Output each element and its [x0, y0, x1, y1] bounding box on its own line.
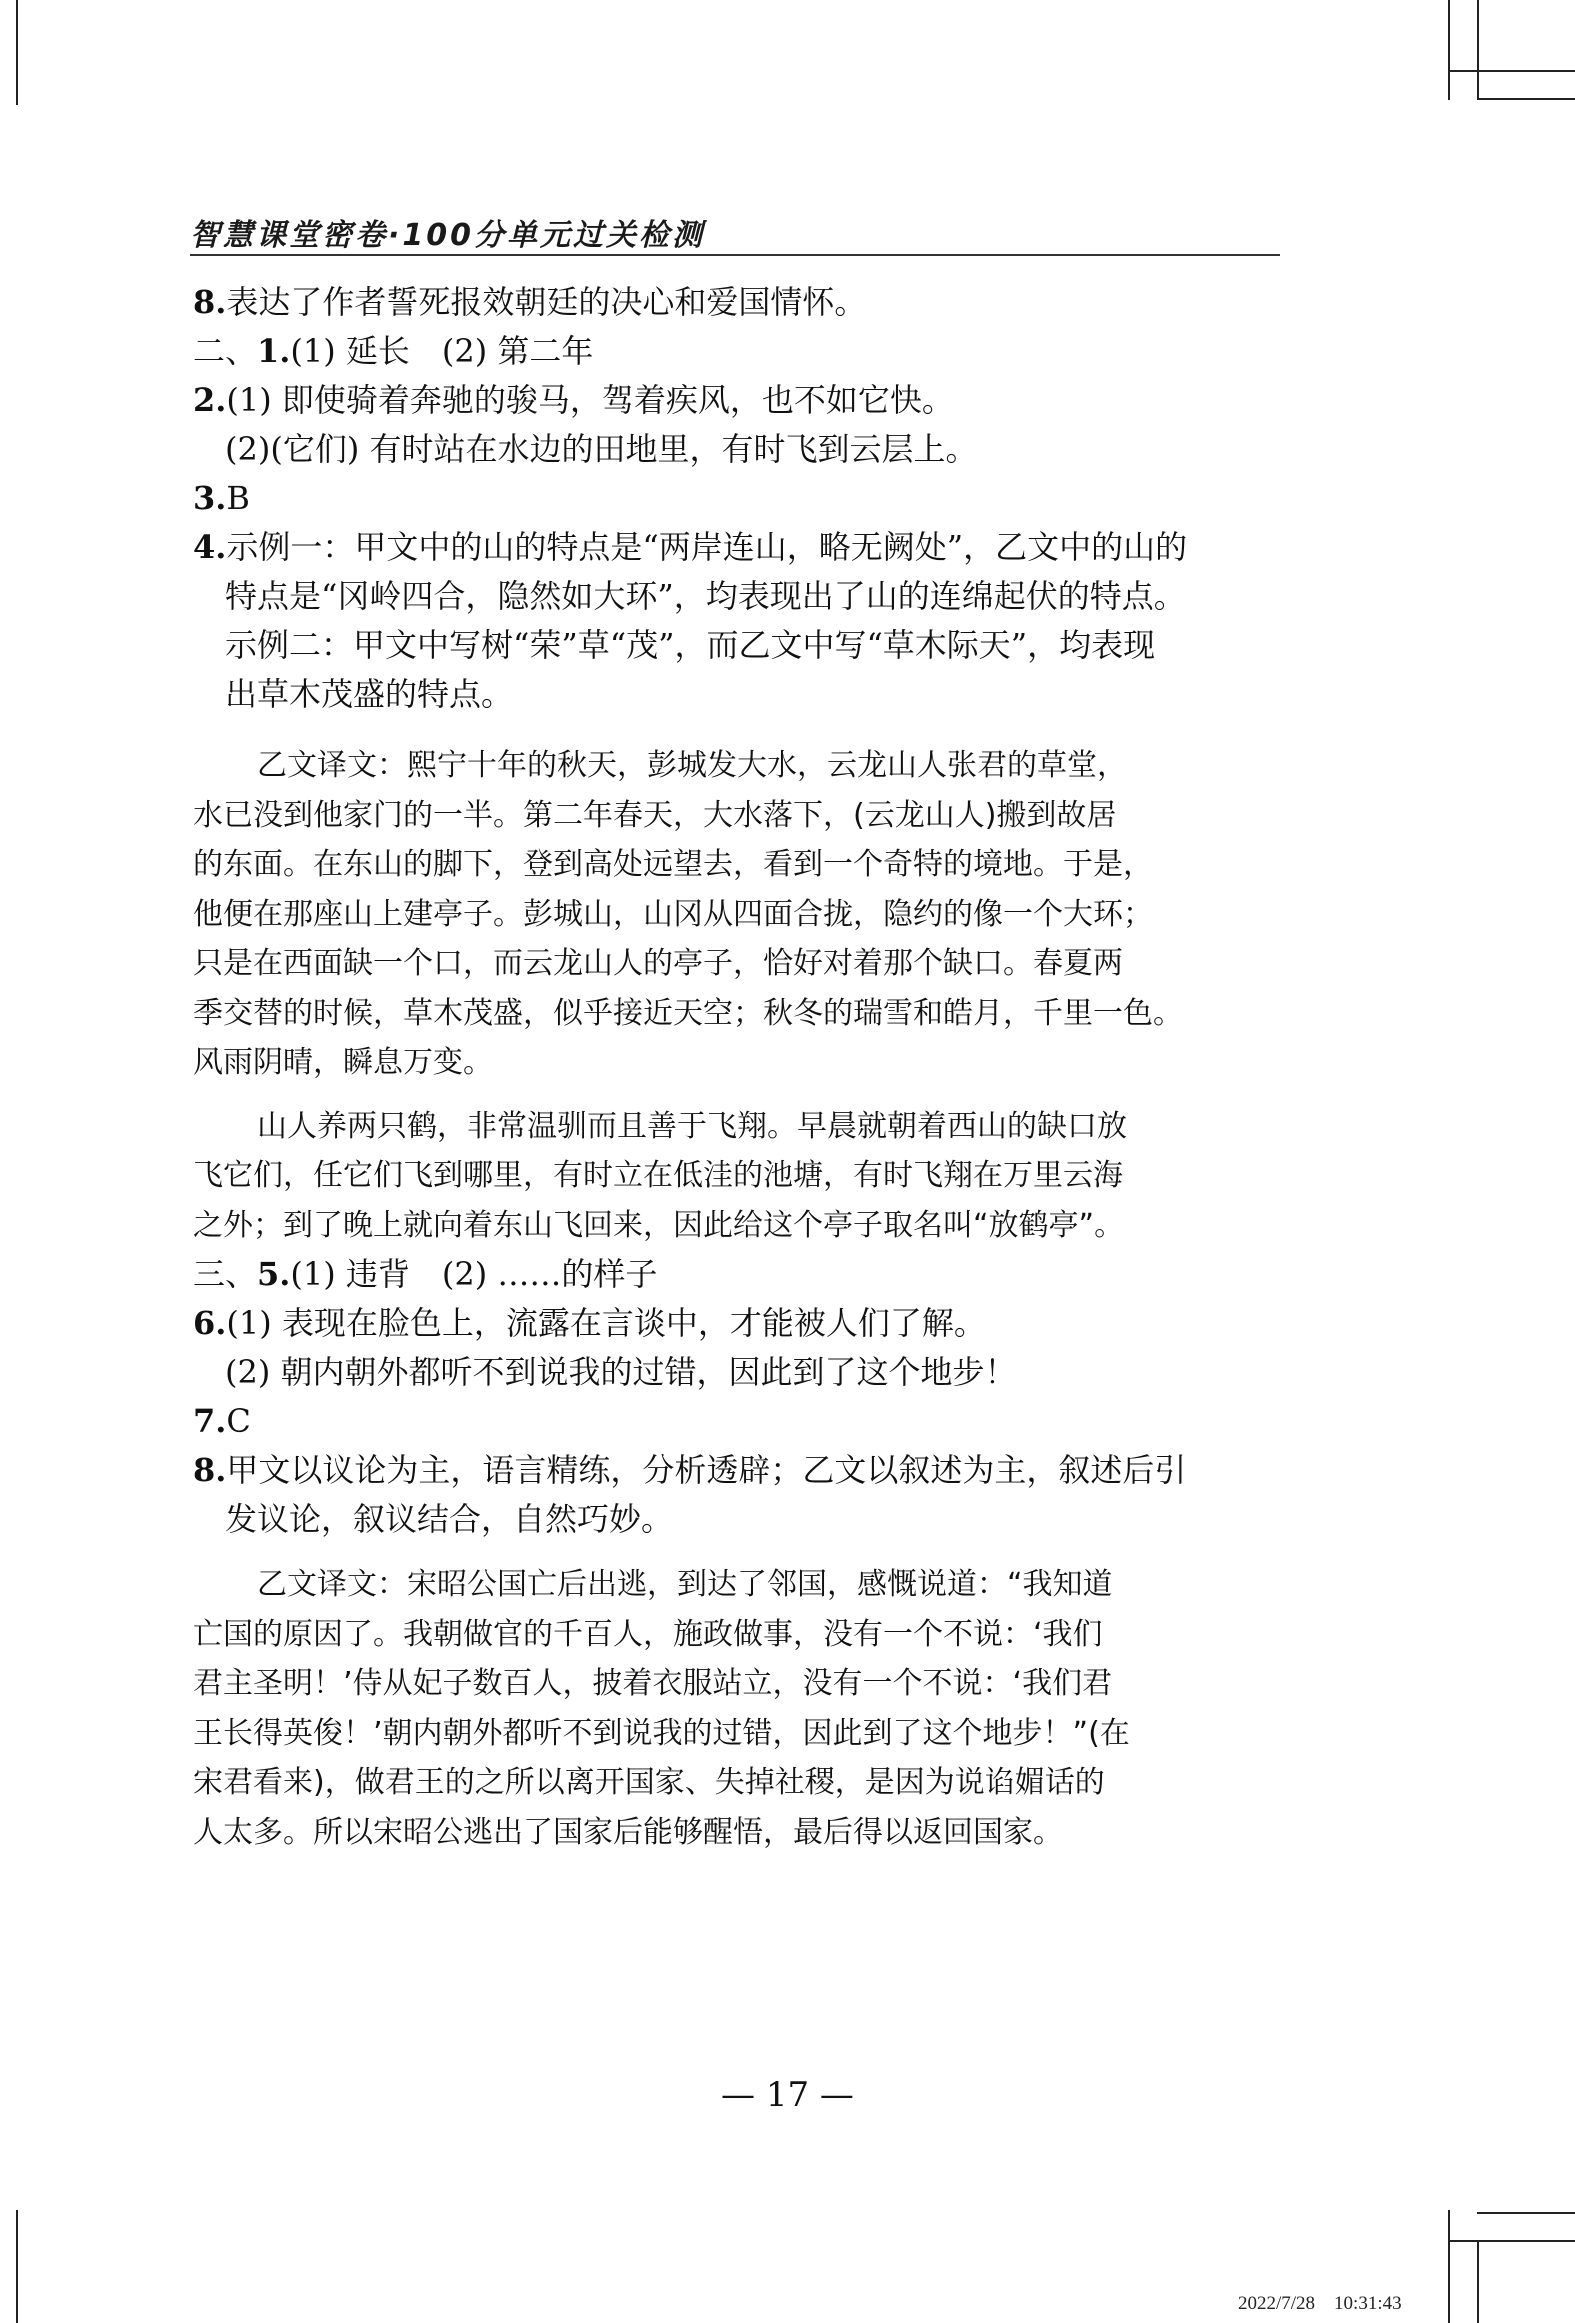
translation-line: 水已没到他家门的一半。第二年春天，大水落下，(云龙山人)搬到故居 — [193, 797, 1117, 833]
answer-item: 2.(1) 即使骑着奔驰的骏马，驾着疾风，也不如它快。 — [193, 381, 954, 419]
translation-line: 君主圣明！’侍从妃子数百人，披着衣服站立，没有一个不说：‘我们君 — [193, 1666, 1113, 1701]
answer-item: 发议论，叙议结合，自然巧妙。 — [225, 1500, 674, 1538]
answer-item: 三、5.(1) 违背 (2) ……的样子 — [193, 1255, 658, 1293]
header-rule — [190, 254, 1280, 256]
translation-line: 的东面。在东山的脚下，登到高处远望去，看到一个奇特的境地。于是， — [193, 847, 1153, 882]
crop-mark — [16, 0, 18, 105]
translation-line: 亡国的原因了。我朝做官的千百人，施政做事，没有一个不说：‘我们 — [193, 1616, 1103, 1652]
translation-line: 飞它们，任它们飞到哪里，有时立在低洼的池塘，有时飞翔在万里云海 — [193, 1158, 1123, 1193]
translation-line: 之外；到了晚上就向着东山飞回来，因此给这个亭子取名叫“放鹤亭”。 — [193, 1207, 1125, 1243]
crop-mark — [1477, 2212, 1575, 2214]
translation-line: 风雨阴晴，瞬息万变。 — [193, 1045, 493, 1080]
translation-line: 乙文译文：熙宁十年的秋天，彭城发大水，云龙山人张君的草堂， — [257, 748, 1127, 783]
answer-item: 7.C — [193, 1402, 251, 1440]
page-header-title: 智慧课堂密卷·100分单元过关检测 — [190, 218, 706, 253]
answer-item: 出草木茂盛的特点。 — [225, 675, 514, 713]
answer-item: 4.示例一：甲文中的山的特点是“两岸连山，略无阙处”，乙文中的山的 — [193, 528, 1188, 566]
crop-mark — [1477, 98, 1575, 100]
translation-line: 季交替的时候，草木茂盛，似乎接近天空；秋冬的瑞雪和皓月，千里一色。 — [193, 995, 1183, 1031]
answer-item: (2)(它们) 有时站在水边的田地里，有时飞到云层上。 — [225, 430, 978, 468]
crop-mark — [1448, 70, 1575, 72]
translation-line: 人太多。所以宋昭公逃出了国家后能够醒悟，最后得以返回国家。 — [193, 1814, 1063, 1850]
answer-item: 6.(1) 表现在脸色上，流露在言谈中，才能被人们了解。 — [193, 1304, 986, 1342]
crop-mark — [1477, 0, 1479, 100]
answer-item: 8.表达了作者誓死报效朝廷的决心和爱国情怀。 — [193, 283, 867, 321]
translation-line: 宋君看来)，做君王的之所以离开国家、失掉社稷，是因为说谄媚话的 — [193, 1765, 1105, 1800]
translation-line: 他便在那座山上建亭子。彭城山，山冈从四面合拢，隐约的像一个大环； — [193, 896, 1153, 932]
crop-mark — [1448, 2240, 1575, 2242]
answer-item: (2) 朝内朝外都听不到说我的过错，因此到了这个地步！ — [225, 1353, 1017, 1391]
translation-line: 山人养两只鹤，非常温驯而且善于飞翔。早晨就朝着西山的缺口放 — [257, 1108, 1127, 1144]
crop-mark — [1448, 0, 1450, 100]
crop-mark — [16, 2210, 18, 2323]
translation-line: 只是在西面缺一个口，而云龙山人的亭子，恰好对着那个缺口。春夏两 — [193, 946, 1123, 981]
crop-mark — [1477, 2240, 1479, 2323]
crop-mark — [1448, 2210, 1450, 2323]
answer-item: 示例二：甲文中写树“荣”草“茂”，而乙文中写“草木际天”，均表现 — [225, 626, 1156, 664]
answer-item: 3.B — [193, 479, 250, 517]
translation-line: 乙文译文：宋昭公国亡后出逃，到达了邻国，感慨说道：“我知道 — [257, 1567, 1113, 1602]
page-number: — 17 — — [721, 2075, 854, 2115]
answer-item: 二、1.(1) 延长 (2) 第二年 — [193, 332, 594, 370]
answer-item: 特点是“冈岭四合，隐然如大环”，均表现出了山的连绵起伏的特点。 — [225, 577, 1186, 615]
translation-line: 王长得英俊！’朝内朝外都听不到说我的过错，因此到了这个地步！”(在 — [193, 1715, 1130, 1751]
print-timestamp: 2022/7/28 10:31:43 — [1238, 2293, 1402, 2314]
answer-item: 8.甲文以议论为主，语言精练，分析透辟；乙文以叙述为主，叙述后引 — [193, 1451, 1187, 1489]
answer-content — [193, 278, 1283, 1857]
